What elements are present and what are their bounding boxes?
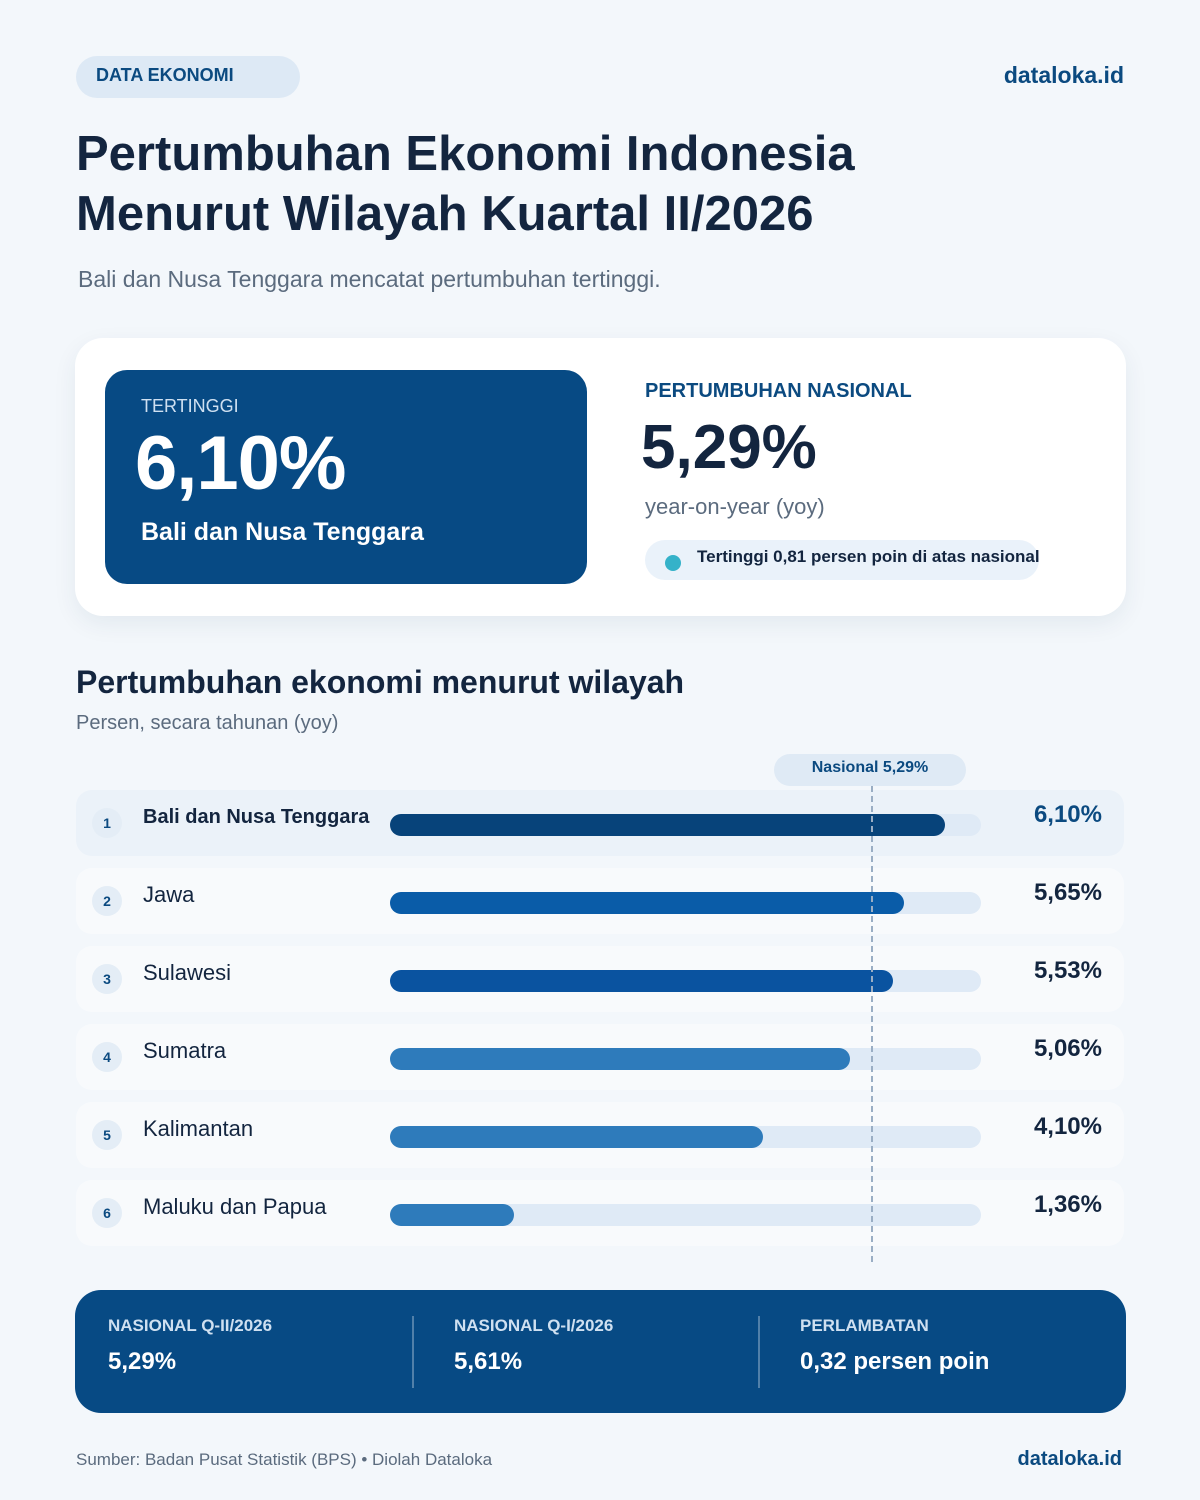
- value-label: 1,36%: [1033, 1191, 1102, 1218]
- region-label: Sulawesi: [143, 960, 232, 985]
- dot-icon: [665, 555, 681, 571]
- bar: [390, 1204, 514, 1226]
- region-label: Kalimantan: [143, 1116, 254, 1141]
- national-note-pill: [645, 540, 1039, 580]
- rank-badge: 4: [92, 1042, 122, 1072]
- region-label: Maluku dan Papua: [143, 1194, 327, 1219]
- bar: [390, 1126, 763, 1148]
- page-title-line-2: Menurut Wilayah Kuartal II/2026: [76, 187, 814, 241]
- bar: [390, 970, 893, 992]
- brand-logo-bottom[interactable]: dataloka.id: [1017, 1448, 1122, 1470]
- bar-track: [390, 1048, 981, 1070]
- bottom-stats-bar: [75, 1290, 1126, 1413]
- bar: [390, 814, 945, 836]
- rank-badge: 5: [92, 1120, 122, 1150]
- region-label: Sumatra: [143, 1038, 227, 1063]
- stat-value: 5,61%: [454, 1348, 523, 1375]
- stat-divider: [412, 1316, 414, 1388]
- bar-track: [390, 970, 981, 992]
- value-label: 5,65%: [1033, 879, 1102, 906]
- chart-row: [76, 1180, 1124, 1246]
- bar-track: [390, 814, 981, 836]
- stat-national-q2: [75, 1290, 421, 1413]
- page-title: [76, 124, 1076, 244]
- bar: [390, 892, 904, 914]
- national-note-text: Tertinggi 0,81 persen poin di atas nasional: [697, 547, 1040, 566]
- bar-track: [390, 892, 981, 914]
- rank-badge: 3: [92, 964, 122, 994]
- bar-track: [390, 1204, 981, 1226]
- bar: [390, 1048, 850, 1070]
- national-growth-label: PERTUMBUHAN NASIONAL: [645, 380, 912, 402]
- value-label: 4,10%: [1033, 1113, 1102, 1140]
- stat-label: PERLAMBATAN: [800, 1316, 929, 1335]
- national-growth-unit: year-on-year (yoy): [645, 494, 825, 519]
- stat-value: 0,32 persen poin: [800, 1348, 990, 1375]
- bar-track: [390, 1126, 981, 1148]
- national-growth-value: 5,29%: [641, 413, 817, 482]
- highest-growth-region: Bali dan Nusa Tenggara: [141, 518, 424, 546]
- value-label: 6,10%: [1033, 801, 1102, 828]
- rank-badge: 2: [92, 886, 122, 916]
- national-reference-line: [871, 786, 873, 1262]
- chart-row: [76, 868, 1124, 934]
- page-title-line-1: Pertumbuhan Ekonomi Indonesia: [76, 127, 855, 181]
- source-note: Sumber: Badan Pusat Statistik (BPS) • Diolah Dataloka: [76, 1450, 493, 1469]
- chart-subtitle: Persen, secara tahunan (yoy): [76, 712, 339, 734]
- stat-divider: [758, 1316, 760, 1388]
- rank-badge: 1: [92, 808, 122, 838]
- chart-row: [76, 946, 1124, 1012]
- stat-national-q1: [421, 1290, 767, 1413]
- region-label: Jawa: [143, 882, 195, 907]
- value-label: 5,06%: [1033, 1035, 1102, 1062]
- page-subtitle: Bali dan Nusa Tenggara mencatat pertumbuhan tertinggi.: [78, 266, 661, 292]
- rank-badge: 6: [92, 1198, 122, 1228]
- value-label: 5,53%: [1033, 957, 1102, 984]
- chart-title: Pertumbuhan ekonomi menurut wilayah: [76, 664, 685, 700]
- stat-label: NASIONAL Q-II/2026: [108, 1316, 273, 1335]
- highest-growth-value: 6,10%: [135, 421, 346, 506]
- category-tag: DATA EKONOMI: [76, 56, 300, 98]
- stat-value: 5,29%: [108, 1348, 177, 1375]
- stat-slowdown: [767, 1290, 1113, 1413]
- chart-row: [76, 1102, 1124, 1168]
- chart-row: [76, 790, 1124, 856]
- highest-growth-box: [105, 370, 587, 584]
- summary-card: [75, 338, 1126, 616]
- region-label: Bali dan Nusa Tenggara: [143, 806, 370, 828]
- brand-logo-top[interactable]: dataloka.id: [1003, 62, 1124, 88]
- national-reference-label: Nasional 5,29%: [774, 754, 966, 786]
- chart-row: [76, 1024, 1124, 1090]
- highest-growth-label: TERTINGGI: [141, 396, 239, 416]
- stat-label: NASIONAL Q-I/2026: [454, 1316, 614, 1335]
